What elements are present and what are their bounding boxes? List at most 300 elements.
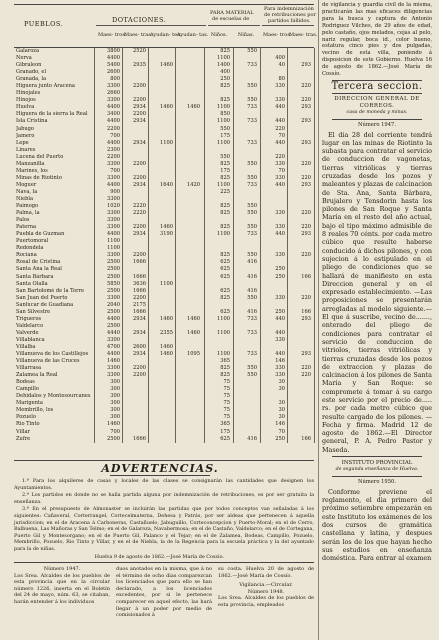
table-cell: 2200 (133, 160, 146, 167)
table-cell: 416 (247, 308, 257, 315)
table-cell: 825 (220, 203, 230, 210)
table-cell: 1400 (217, 62, 230, 69)
table-cell: 30 (278, 400, 285, 407)
table-cell: 3300 (107, 372, 120, 379)
table-cell: 2660 (107, 90, 120, 97)
header-col-2: Maes- tras. (124, 32, 153, 38)
table-cell: 1100 (217, 231, 230, 238)
pueblo-name: Villar (16, 428, 30, 435)
table-cell: 2934 (133, 118, 146, 125)
advertencia-2: 2.ª Los partidos en donde no se halla partida alguna por indemnización de retribuciones, es por ser gratuita la enseñanza. (14, 492, 314, 505)
direccion-heading: DIRECCION GENERAL DE CORREOS. (334, 95, 420, 109)
notice-text: Los Srea. Alcaldes de los pueblos de esta provincia, empleados (218, 595, 314, 608)
table-cell: 166 (301, 435, 311, 442)
pueblo-name: Pozuelo (16, 414, 36, 421)
table-cell: 825 (220, 294, 230, 301)
advertencia-3: 3.ª En el presupuesto de Almonaster se incluirán las partidas que por todos conceptos van señaladas á los siguientes: Cañaveral, Corterrangel, Cortecelmaterna, Dehesa y Patrás, por ser aldeas que pertenecen á aquella jurisdiccion; en el de Aracena á Carboneras, Castañuelo, Jabuguillo, Corteconcepcion y Puerto-Moral; en el de Cerro, Balbuena, Las Mañoras y San Telmo; en el de Galaroza, Navahermosa; en el de Castaño, Valdelarco; en el de Cortegana, Puerto Gil y Montesorgano; en el de Puerto Gil, Palanco y el Tejar; en el de Zalamea, Bodeas, Campillo, Pozuelo, Membrillo, Pozuelo, Rio Tinto y Villar, y en el de Niebla, la de la Regencia para la escuela práctica y la del ayuntado para la de niñas. (14, 506, 314, 552)
table-row (14, 182, 314, 189)
column-rule (122, 48, 123, 443)
table-cell: 2500 (107, 308, 120, 315)
pueblo-name: San Juan del Puerto (16, 294, 68, 301)
pueblo-name: Higuera junto Aracena (16, 83, 75, 90)
table-cell: 2600 (133, 343, 146, 350)
table-cell: 625 (220, 287, 230, 294)
table-cell: 30 (278, 414, 285, 421)
divider (332, 119, 422, 120)
table-cell: 1100 (217, 139, 230, 146)
table-cell: 2934 (133, 351, 146, 358)
notice-text: su costa. Huelva 20 de agosto de 1862.—José María de Cossío. (218, 566, 314, 579)
table-cell: 550 (247, 252, 257, 259)
table-cell: 3300 (107, 217, 120, 224)
table-cell: 800 (110, 76, 120, 83)
table-row (14, 147, 314, 154)
column-rule (94, 48, 95, 443)
table-row (14, 344, 314, 351)
pueblo-name: Granado, el (16, 69, 47, 76)
table-cell: 330 (275, 174, 285, 181)
pueblo-name: Hinojales (16, 90, 41, 97)
table-cell: 75 (223, 400, 230, 407)
table-cell: 3300 (107, 97, 120, 104)
table-cell: 550 (247, 210, 257, 217)
table-row (14, 274, 314, 281)
table-cell: 2600 (107, 69, 120, 76)
table-cell: 825 (220, 83, 230, 90)
pueblo-name: Bodeas (16, 379, 35, 386)
table-cell: 3300 (107, 160, 120, 167)
table-cell: 1100 (217, 315, 230, 322)
header-para-material: PARA MATERIAL (210, 10, 254, 16)
table-cell: 550 (247, 160, 257, 167)
table-cell: 416 (247, 259, 257, 266)
table-cell: 175 (220, 428, 230, 435)
table-cell: 900 (110, 188, 120, 195)
table-cell: 825 (220, 365, 230, 372)
table-cell: 1460 (160, 343, 173, 350)
pueblo-name: Gibraleon (16, 62, 42, 69)
header-col-5: Niños. (210, 32, 228, 38)
table-cell: 1666 (133, 435, 146, 442)
direccion-subheading: casa de moneda y minas. (346, 109, 408, 115)
table-cell: 1666 (133, 273, 146, 280)
table-cell: 3400 (107, 111, 120, 118)
table-cell: 220 (301, 372, 311, 379)
table-cell: 293 (301, 62, 311, 69)
header-indemnizacion: Para indemnización (264, 6, 314, 12)
instituto-heading: INSTITUTO PROVINCIAL (341, 460, 413, 467)
table-row (14, 337, 314, 344)
pueblo-name: Niebla (16, 195, 34, 202)
table-cell: 825 (220, 48, 230, 54)
table-cell: 733 (247, 231, 257, 238)
table-header (14, 4, 318, 48)
table-cell: 293 (301, 231, 311, 238)
column-rule (148, 48, 149, 443)
table-cell: 3300 (107, 195, 120, 202)
table-cell: 440 (275, 104, 285, 111)
table-cell: 220 (301, 365, 311, 372)
table-cell: 550 (247, 203, 257, 210)
instituto-subheading: de segunda enseñanza de Huelva. (335, 466, 419, 472)
table-cell: 440 (275, 315, 285, 322)
table-cell: 550 (247, 97, 257, 104)
divider (14, 562, 314, 563)
table-cell: 2220 (133, 210, 146, 217)
header-dotaciones: DOTACIONES. (112, 16, 167, 24)
table-cell: 2934 (133, 315, 146, 322)
table-cell: 625 (220, 308, 230, 315)
table-row (14, 48, 314, 55)
table-row (14, 140, 314, 147)
table-cell: 4400 (107, 139, 120, 146)
table-cell: 1100 (107, 245, 120, 252)
table-cell: 250 (275, 273, 285, 280)
pueblo-name: Puebla de Guzman (16, 231, 65, 238)
table-cell: 733 (247, 351, 257, 358)
table-cell: 550 (247, 48, 257, 54)
pueblo-name: San Bartolomé de la Torre (16, 287, 85, 294)
table-cell: 2500 (107, 322, 120, 329)
table-cell: 550 (220, 125, 230, 132)
table-cell: 1460 (187, 315, 200, 322)
table-cell: 330 (275, 224, 285, 231)
table-cell: 250 (220, 76, 230, 83)
pueblo-name: Nava, la (16, 188, 38, 195)
table-cell: 1666 (133, 259, 146, 266)
table-cell: 1420 (187, 181, 200, 188)
pueblo-name: Marines, los (16, 167, 48, 174)
table-cell: 550 (247, 294, 257, 301)
table-cell: 2175 (133, 301, 146, 308)
table-row (14, 372, 314, 379)
table-cell: 250 (275, 308, 285, 315)
table-cell: 2200 (107, 125, 120, 132)
table-cell: 30 (278, 386, 285, 393)
table-cell: 330 (275, 97, 285, 104)
table-cell: 175 (220, 167, 230, 174)
bottom-column-2 (116, 566, 212, 619)
table-row (14, 210, 314, 217)
table-cell: 825 (220, 372, 230, 379)
table-cell: 250 (275, 435, 285, 442)
table-cell: 1460 (160, 104, 173, 111)
table-cell: 4400 (107, 104, 120, 111)
column-separator (318, 0, 319, 640)
pueblo-name: Puertomoral (16, 238, 49, 245)
table-cell: 1666 (133, 308, 146, 315)
pueblo-name: Moguer (16, 181, 37, 188)
header-de-escuelas: de escuelas de (212, 16, 250, 22)
pueblo-name: Sanlúcar de Guadiana (16, 301, 74, 308)
pueblo-name: Villanueva de los Castillejos (16, 351, 89, 358)
table-cell: 825 (220, 224, 230, 231)
table-cell: 416 (247, 273, 257, 280)
table-row (14, 154, 314, 161)
table-row (14, 421, 314, 428)
table-cell: 220 (301, 83, 311, 90)
pueblo-name: Rosal de Cristina (16, 259, 61, 266)
pueblo-name: Linares (16, 146, 36, 153)
table-row (14, 196, 314, 203)
pueblo-name: Marigenta (16, 400, 43, 407)
advertencias-text (14, 478, 314, 561)
table-cell: 2300 (107, 146, 120, 153)
table-cell: 300 (110, 414, 120, 421)
table-cell: 365 (220, 358, 230, 365)
table-cell: 300 (110, 386, 120, 393)
column-rule (175, 48, 176, 443)
notice-number: Número 1948. (247, 588, 285, 595)
pueblo-name: Higuera de la sierra la Real (16, 111, 88, 118)
table-cell: 3300 (107, 365, 120, 372)
table-cell: 3636 (133, 280, 146, 287)
pueblo-name: Isla Cristina (16, 118, 48, 125)
table-cell: 440 (275, 139, 285, 146)
table-cell: 3300 (107, 174, 120, 181)
table-cell: 2500 (107, 287, 120, 294)
table-cell: 733 (247, 62, 257, 69)
pueblo-name: Villanueva de las Cruces (16, 358, 80, 365)
table-cell: 733 (247, 315, 257, 322)
table-row (14, 302, 314, 309)
table-cell: 1100 (217, 181, 230, 188)
header-col-8: Maes- tras. (289, 32, 318, 38)
instituto-text: Conforme previene el reglamento, el dia primero del próximo setiembre empezarán en este Instituto los exámenes de los dos cursos de gramática castellana y latina, y despues serán los de los que hayan hecho sus estudios en enseñanza doméstica. Para entrar al examen (322, 487, 432, 563)
table-cell: 400 (220, 69, 230, 76)
table-cell: 1100 (217, 118, 230, 125)
table-cell: 733 (247, 329, 257, 336)
header-col-1: Maes- tros. (98, 32, 127, 38)
header-rule (262, 25, 314, 26)
table-cell: 440 (275, 181, 285, 188)
notice-heading: Vigilancia.—Circular. (239, 582, 293, 589)
table-cell: 166 (301, 273, 311, 280)
table-cell: 440 (275, 329, 285, 336)
table-cell: 5850 (107, 280, 120, 287)
table-cell: 550 (247, 83, 257, 90)
table-cell: 2934 (133, 231, 146, 238)
table-cell: 1095 (187, 351, 200, 358)
pueblo-name: Manzanilla (16, 160, 45, 167)
table-row (14, 69, 314, 76)
subasta-text: El dia 28 del corriente tendrá lugar en las minas de Riotinto la subasta para contratar el servicio de conduccion de vagonetas, tierras vitriólicas y tierras cruzadas desde los pozos y maleantes y plazas de calcinacion de Sta. Ana, Santa Bárbara, Brujalero y Tensdorin hasta los pilones de San Roque y Santa María en el resto del año actual, bajo el tipo máximo admisible de 8 reales 70 cénts. por cada metro cúbico que resulte haberse conducido á dichos pilones, y con sujecion á lo estipulado en el pliego de condiciones que se hallará de manifiesto en esta Direccion general y en el expresado establecimiento. —Las proposiciones se presentarán arregladas al modelo siguiente.—El que á suscribe, vecino de......., enterado del pliego de condiciones para contratar el servicio de conduccion de vitriolos, tierras vitriólicas y tierras cruzadas desde los pozos de extraccion y plazas de calcinacion á los pilones de Santa María y San Roque: se compromete á tomar á su cargo este servicio por el precio de..... rs. por cada metro cúbico que resulte cargado de los pilones. —Fecha y firma. Madrid 12 de agosto de 1862.—El Director general, P. A. Pedro Pastor y Maseda. (322, 130, 432, 454)
pueblo-name: Santa Olalla (16, 280, 48, 287)
table-cell: 2200 (107, 153, 120, 160)
table-row (14, 386, 314, 393)
table-cell: 1460 (187, 329, 200, 336)
table-cell: 365 (220, 421, 230, 428)
table-cell: 300 (110, 379, 120, 386)
section-title: Tercera seccion. (331, 80, 423, 92)
table-row (14, 400, 314, 407)
table-cell: 1100 (217, 104, 230, 111)
table-cell: 1460 (160, 62, 173, 69)
table-cell: 220 (301, 224, 311, 231)
header-pueblos: PUEBLOS. (24, 20, 64, 28)
pueblo-name: Jabugo (16, 125, 34, 132)
column-rule (204, 48, 205, 443)
table-cell: 220 (301, 294, 311, 301)
pueblo-name: Minas de Riotinto (16, 174, 62, 181)
table-row (14, 217, 314, 224)
table-row (14, 259, 314, 266)
table-cell: 3300 (107, 294, 120, 301)
table-cell: 1460 (107, 358, 120, 365)
table-cell: 70 (278, 428, 285, 435)
table-cell: 1100 (160, 139, 173, 146)
pueblo-name: Palma, la (16, 210, 40, 217)
pueblo-name: Rociana (16, 252, 37, 259)
bottom-column-3 (218, 566, 314, 609)
table-cell: 75 (223, 379, 230, 386)
right-column (322, 2, 432, 562)
pueblo-name: Hinojos (16, 97, 36, 104)
table-row (14, 203, 314, 210)
table-cell: 225 (220, 188, 230, 195)
table-cell: 3300 (107, 210, 120, 217)
table-cell: 220 (301, 210, 311, 217)
table-row (14, 133, 314, 140)
advertencias-signature: Huelva 9 de agosto de 1862.—José María de Cossío. (94, 553, 224, 560)
table-row (14, 168, 314, 175)
table-row (14, 316, 314, 323)
table-cell: 330 (275, 83, 285, 90)
table-cell: 2200 (133, 97, 146, 104)
header-col-4: Ayudan- tas. (177, 32, 209, 38)
pueblo-name: Trigueros (16, 315, 42, 322)
table-cell: 70 (278, 167, 285, 174)
table-row (14, 111, 314, 118)
table-cell: 75 (223, 393, 230, 400)
divider (332, 476, 422, 477)
table-cell: 2200 (133, 294, 146, 301)
pueblo-name: Granada, la (16, 76, 47, 83)
table-row (14, 379, 314, 386)
table-row (14, 309, 314, 316)
table-cell: 2040 (107, 301, 120, 308)
table-cell: 550 (247, 365, 257, 372)
table-cell: 300 (110, 407, 120, 414)
pueblo-name: Villablanca (16, 336, 45, 343)
table-cell: 825 (220, 160, 230, 167)
header-retribuciones: de retribuciones por (264, 12, 316, 18)
table-cell: 40 (278, 62, 285, 69)
table-cell: 1666 (133, 287, 146, 294)
table-cell: 300 (110, 400, 120, 407)
table-row (14, 189, 314, 196)
table-cell: 733 (247, 181, 257, 188)
table-cell: 330 (275, 336, 285, 343)
table-cell: 146 (275, 358, 285, 365)
notice-text: duos anotados en la misma, que á no el término de ocho dias comparezcan los licenciados que para ello se han declarado, a los licenciados excedentes, por si le pertenece comparecer en aquel efecto, las hará llegar á un poder por medio de comisionados á (116, 566, 212, 619)
table-cell: 166 (301, 308, 311, 315)
table-cell: 825 (220, 210, 230, 217)
table-cell: 220 (301, 174, 311, 181)
table-cell: 293 (301, 351, 311, 358)
table-cell: 75 (223, 414, 230, 421)
table-row (14, 358, 314, 365)
table-cell: 2934 (133, 181, 146, 188)
table-cell: 3300 (107, 336, 120, 343)
table-cell: 293 (301, 118, 311, 125)
pueblo-name: Lepe (16, 139, 29, 146)
table-cell: 550 (247, 224, 257, 231)
table-cell: 4440 (107, 329, 120, 336)
table-cell: 2520 (133, 48, 146, 54)
table-cell: 850 (220, 111, 230, 118)
table-cell: 1460 (160, 224, 173, 231)
table-cell: 625 (220, 259, 230, 266)
pueblo-name: San Silvestre (16, 308, 51, 315)
notice-number: Número 1947. (358, 121, 396, 128)
table-cell: 400 (275, 55, 285, 62)
table-row (14, 323, 314, 330)
table-cell: 2500 (107, 435, 120, 442)
table-row (14, 351, 314, 358)
table-row (14, 436, 314, 443)
table-row (14, 224, 314, 231)
pueblo-name: Membrillo, los (16, 407, 54, 414)
table-row (14, 414, 314, 421)
table-cell: 440 (275, 351, 285, 358)
table-cell: 416 (247, 435, 257, 442)
table-cell: 1020 (107, 203, 120, 210)
header-rule (208, 25, 260, 26)
table-cell: 733 (247, 104, 257, 111)
table-cell: 550 (247, 174, 257, 181)
table-cell: 175 (220, 132, 230, 139)
header-partidos: partidos fallidos. (268, 18, 311, 24)
table-cell: 733 (247, 118, 257, 125)
table-cell: 700 (110, 167, 120, 174)
table-cell: 293 (301, 181, 311, 188)
table-cell: 2934 (133, 329, 146, 336)
table-cell: 625 (220, 273, 230, 280)
divider (14, 460, 314, 461)
table-row (14, 175, 314, 182)
table-cell: 4400 (107, 351, 120, 358)
column-rule (233, 48, 234, 443)
table-cell: 293 (301, 139, 311, 146)
table-cell: 2200 (133, 83, 146, 90)
table-cell: 4400 (107, 231, 120, 238)
table-cell: 330 (275, 210, 285, 217)
table-cell: 825 (220, 97, 230, 104)
table-cell: 550 (220, 153, 230, 160)
advertencias-title: ADVERTENCIAS. (101, 462, 219, 475)
divider (332, 456, 422, 457)
pueblo-name: Valverde (16, 329, 39, 336)
pueblo-name: Campillo (16, 386, 39, 393)
advertencia-1: 1.ª Para los alquileres de casas y locales de las clases se consignarán las cantidades que designen los Ayuntamientos. (14, 478, 314, 491)
table-cell: 75 (223, 407, 230, 414)
table-cell: 30 (278, 407, 285, 414)
table-cell: 2200 (133, 372, 146, 379)
table-cell: 2935 (133, 62, 146, 69)
table-cell: 4400 (107, 315, 120, 322)
table-cell: 550 (247, 372, 257, 379)
table-row (14, 365, 314, 372)
table-cell: 30 (278, 379, 285, 386)
table-cell: 3300 (107, 83, 120, 90)
table-cell: 220 (275, 125, 285, 132)
table-cell: 2934 (133, 139, 146, 146)
table-cell: 2500 (107, 273, 120, 280)
pueblo-name: Palos (16, 217, 30, 224)
table-row (14, 407, 314, 414)
table-cell: 825 (220, 252, 230, 259)
